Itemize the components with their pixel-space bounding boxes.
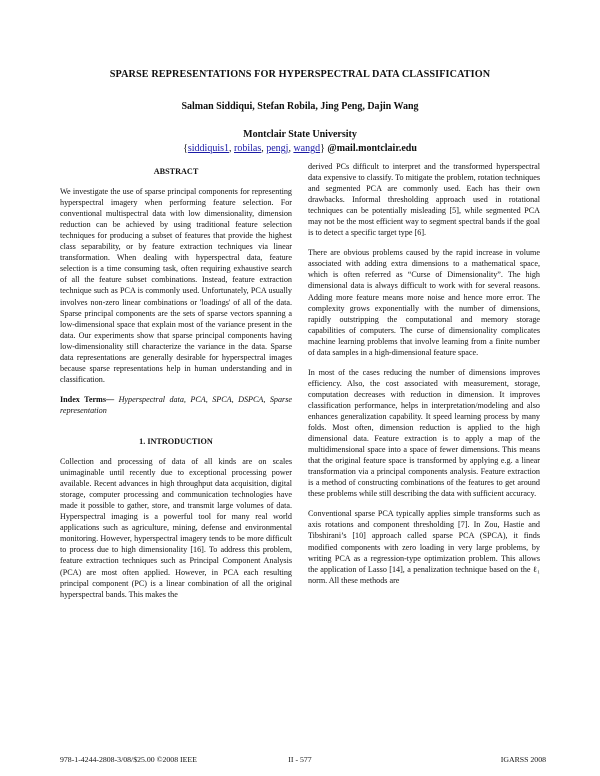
- body-paragraph: In most of the cases reducing the number of dimensions improves efficiency. Also, the cost associated with measurement, storage, computation decreases with reduction in dimension. It improves classification performance, helps in interpretation/modeling and also enhances generalization capability. It speed learning process by many folds. Most often, dimension reduction is applied to the high dimensional data. Feature extraction is to apply a map of the multidimensional space into a space of fewer dimensions. This means that the original feature space is transformed by applying e.g. a linear transformation via a principal components analysis. Feature extraction is a method of constructing combinations of the features to get around these problems while still describing the data with sufficient accuracy.: [308, 367, 540, 499]
- email-brace-open: {: [183, 143, 188, 154]
- introduction-heading: 1. INTRODUCTION: [139, 436, 213, 446]
- index-terms-label: Index Terms: [60, 394, 106, 404]
- introduction-text: Collection and processing of data of all kinds are on scales unimaginable until recently due to exceptional processing power available. Recent advances in high throughput data acquisition, digital storage, computer processing and communication technologies have made it possible to gather, store, and transmit large volumes of data. Hyperspectral imaging is a powerful tool for many real world applications such as agriculture, mining, defense and environmental monitoring. However, hyperspectral imagery tends to be more difficult to process due to high dimensionality [16]. To address this problem, feature extraction techniques such as Principal Component Analysis (PCA) are most often applied. However, in PCA each resulting principal component (PC) is a linear combination of all the original hyperspectral bands. This makes the: [60, 457, 292, 599]
- abstract-heading: ABSTRACT: [153, 167, 199, 176]
- email-separator: ,: [288, 143, 294, 154]
- left-column: [60, 167, 292, 609]
- body-paragraph: derived PCs difficult to interpret and the transformed hyperspectral data expensive to classify. To mitigate the problem, rotation techniques and segmented PCA are commonly used. Each has their own drawbacks. Informal thresholding approach used in rotational techniques can be potentially misleading [5], while segmented PCA may not be the most efficient way to segment spectral bands if the goal is to detect a specific target type [6].: [308, 162, 540, 238]
- body-paragraph: Conventional sparse PCA typically applies simple transforms such as axis rotations and component thresholding [7]. In Zou, Hastie and Tibshirani’s [10] approach called sparse PCA (SPCA), it finds modified components with zero loading in very large problems, by writing PCA as a regression-type optimization problem. This allows the application of Lasso [14], a penalization technique based on the ℓ₁ norm. All these methods are: [308, 509, 540, 585]
- affiliation: Montclair State University: [243, 129, 357, 140]
- paper-title: SPARSE REPRESENTATIONS FOR HYPERSPECTRAL DATA CLASSIFICATION: [109, 69, 491, 80]
- author-emails: [0, 143, 600, 154]
- email-link-siddiquis1[interactable]: siddiquis1: [187, 143, 229, 154]
- footer-page-number: II - 577: [288, 755, 312, 764]
- footer-isbn: 978-1-4244-2808-3/08/$25.00 ©2008 IEEE: [60, 755, 197, 764]
- email-link-wangd[interactable]: wangd: [293, 143, 321, 154]
- index-terms-text: Hyperspectral data, PCA, SPCA, DSPCA, Sparse representation: [60, 394, 292, 415]
- index-terms: [60, 394, 292, 416]
- body-paragraph: There are obvious problems caused by the rapid increase in volume associated with adding extra dimensions to a mathematical space, which is often referred as “Curse of Dimensionality”. The high dimensional data is always difficult to work with for several reasons. Adding more feature means more noise and hence more error. The complexity grows exponentially with the number of dimensions, rapidly outstripping the computational and memory storage capabilities of computers. The curse of dimensionality complicates machine learning problems that involve learning from a finite number of data samples in a high-dimensional feature space.: [308, 248, 540, 357]
- email-separator: ,: [261, 143, 267, 154]
- author-list: Salman Siddiqui, Stefan Robila, Jing Peng, Dajin Wang: [181, 101, 419, 112]
- email-separator: ,: [229, 143, 234, 154]
- email-domain: @mail.montclair.edu: [324, 143, 417, 154]
- email-brace-close: }: [320, 143, 325, 154]
- abstract-text: We investigate the use of sparse principal components for representing hyperspectral imagery when performing feature selection. For conventional multispectral data with low dimensionality, dimension reduction can be achieved by using traditional feature selection techniques for producing a subset of features that provide the highest class separability, or by feature extraction techniques via linear transformation. When dealing with hyperspectral data, feature selection is a time consuming task, often requiring exhaustive search of all the feature subset combinations. Instead, feature extraction technique such as PCA is commonly used. Unfortunately, PCA usually involves non-zero linear combinations or 'loadings' of all of the data. Sparse principal components are the sets of sparse vectors spanning a low-dimensional space that explain most of the variance present in the data. Our experiments show that sparse principal components having low-dimensionality still characterize the variance in the data. Sparse data representations are generally desirable for hyperspectral images because sparse representations help in human understanding and in classification.: [60, 187, 292, 384]
- email-link-pengj[interactable]: pengj: [266, 143, 289, 154]
- footer-conference: IGARSS 2008: [500, 755, 546, 764]
- right-column: [308, 161, 540, 595]
- index-terms-dash: —: [105, 394, 119, 404]
- email-link-robilas[interactable]: robilas: [234, 143, 262, 154]
